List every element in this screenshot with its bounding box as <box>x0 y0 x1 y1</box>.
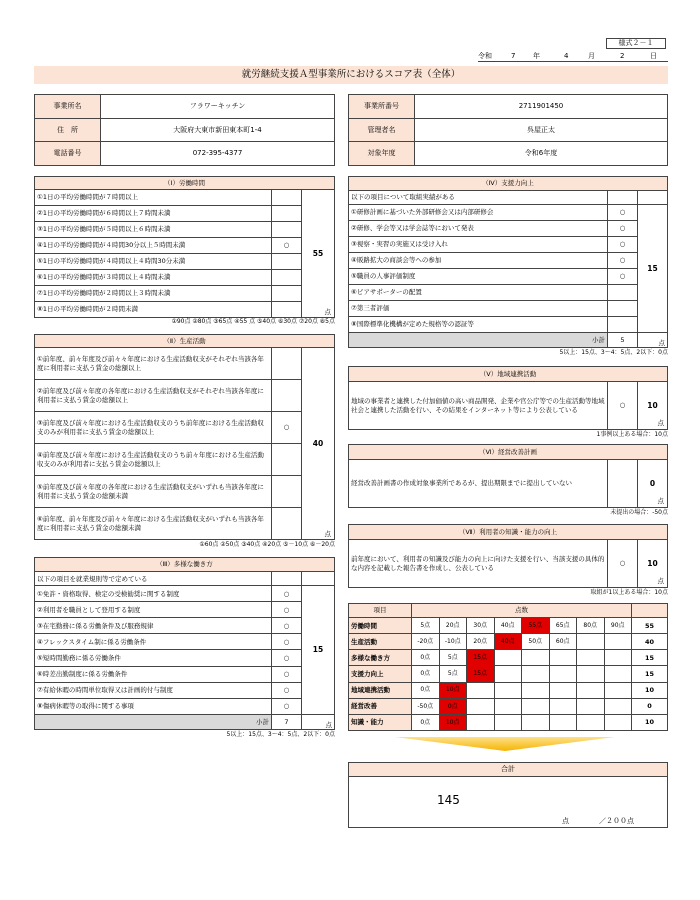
summary-row <box>349 666 668 682</box>
summary-row <box>349 714 668 730</box>
mark: ○ <box>283 241 290 250</box>
facility-info-left <box>34 94 335 166</box>
subtotal: 7 <box>271 714 301 729</box>
summary-row <box>349 618 668 634</box>
points-cell <box>577 698 605 714</box>
mark-cell <box>272 412 302 444</box>
subtotal-label: 小計 <box>35 714 272 729</box>
points-cell: 50点 <box>522 634 550 650</box>
mark-cell <box>271 254 301 270</box>
unit-label: 点 <box>657 496 664 505</box>
score: 40 <box>312 438 324 448</box>
mark: ○ <box>271 618 301 634</box>
criterion-item: ⑧国際標準化機構が定めた規格等の認証等 <box>349 317 608 333</box>
mark: ○ <box>607 221 637 237</box>
summary-row-label: 知識・能力 <box>349 714 412 730</box>
unit-label: 点 <box>637 333 667 348</box>
down-arrow-icon <box>395 737 615 751</box>
points-cell: 0点 <box>412 666 440 682</box>
mark-cell <box>271 270 301 286</box>
summary-row-total: 15 <box>632 666 668 682</box>
date-day-unit: 日 <box>650 52 657 60</box>
summary-item-header: 項目 <box>349 604 412 618</box>
points-cell: 0点 <box>412 682 440 698</box>
points-cell <box>522 666 550 682</box>
criterion-item: ⑤短時間勤務に係る労働条件 <box>35 650 272 666</box>
criterion-item: ③在宅勤務に係る労働条件及び服務規律 <box>35 618 272 634</box>
section-work-styles <box>34 557 335 730</box>
points-cell <box>549 650 577 666</box>
mark: ○ <box>271 698 301 714</box>
points-cell <box>549 714 577 730</box>
subtotal: 5 <box>607 333 637 348</box>
points-cell <box>577 666 605 682</box>
support-note: 5以上：15点、3～4：5点、2以下：0点 <box>559 349 668 356</box>
unit-label: 点 <box>324 307 331 316</box>
points-cell: 20点 <box>439 618 467 634</box>
criterion-item: ①研修計画に基づいた外部研修会又は内部研修会 <box>349 205 608 221</box>
criterion-item: ⑧傷病休暇等の取得に関する事項 <box>35 698 272 714</box>
criterion-item: ⑦第三者評価 <box>349 301 608 317</box>
points-cell <box>467 714 495 730</box>
date-year-unit: 年 <box>533 52 540 60</box>
address-label: 住 所 <box>35 118 101 142</box>
criterion-item: ⑤1日の平均労働時間が４時間以上４時間30分未満 <box>35 254 272 270</box>
mark: ○ <box>271 682 301 698</box>
section-community <box>348 366 668 430</box>
summary-row-total: 40 <box>632 634 668 650</box>
criterion-item: ④前年度及び前々年度における生産活動収支のうち前々年度における生産活動収支のみが利用者に支払う賃金の総額以上 <box>35 444 272 476</box>
mark-cell <box>271 222 301 238</box>
criterion-item: ①前年度、前々年度及び前々々年度における生産活動収支がそれぞれ当該各年度に利用者に支払う賃金の総額以上 <box>35 348 272 380</box>
points-cell: 65点 <box>549 618 577 634</box>
points-cell: 0点 <box>412 714 440 730</box>
mark: ○ <box>608 382 638 430</box>
intro: 以下の項目を就業規則等で定めている <box>35 572 272 586</box>
mark-cell <box>271 286 301 302</box>
points-cell <box>467 682 495 698</box>
points-cell <box>604 634 632 650</box>
points-cell <box>494 682 522 698</box>
points-cell <box>549 666 577 682</box>
description: 地域の事業者と連携した付加価値の高い商品開発、企業や官公庁等での生産活動等地域社会と連携した活動を行い、その結果をインターネット等により公表している <box>349 382 608 430</box>
summary-row-label: 支援力向上 <box>349 666 412 682</box>
manager-label: 管理者名 <box>349 118 415 142</box>
points-cell <box>522 650 550 666</box>
points-cell <box>604 714 632 730</box>
mark: ○ <box>271 602 301 618</box>
unit-label: 点 <box>657 418 664 427</box>
points-cell: 15点 <box>467 650 495 666</box>
criterion-item: ④販路拡大の商談会等への参加 <box>349 253 608 269</box>
points-cell <box>604 650 632 666</box>
form-number: 様式２－１ <box>606 38 666 49</box>
points-cell: -10点 <box>439 634 467 650</box>
section-title: （Ⅲ）多様な働き方 <box>35 558 335 572</box>
summary-row-label: 地域連携活動 <box>349 682 412 698</box>
mark: ○ <box>607 253 637 269</box>
management-note: 未提出の場合：-50点 <box>610 509 668 516</box>
points-cell: 5点 <box>439 666 467 682</box>
points-cell <box>494 698 522 714</box>
summary-row <box>349 682 668 698</box>
summary-row <box>349 650 668 666</box>
criterion-item: ①1日の平均労働時間が７時間以上 <box>35 190 272 206</box>
total-box <box>348 762 668 828</box>
points-cell: 90点 <box>604 618 632 634</box>
mark: ○ <box>271 634 301 650</box>
criterion-item: ②研修、学会等又は学会誌等において発表 <box>349 221 608 237</box>
score: 10 <box>647 400 658 410</box>
mark: ○ <box>271 586 301 602</box>
section-title: （Ⅰ）労働時間 <box>35 177 335 190</box>
intro: 以下の項目について取組実績がある <box>349 191 608 205</box>
mark: ○ <box>607 237 637 253</box>
facility-name-label: 事業所名 <box>35 95 101 119</box>
criterion-item: ⑤職員の人事評価制度 <box>349 269 608 285</box>
points-cell <box>577 714 605 730</box>
summary-row <box>349 634 668 650</box>
criterion-item: ③1日の平均労働時間が５時間以上６時間未満 <box>35 222 272 238</box>
unit-label: 点 <box>324 529 331 538</box>
criterion-item: ①免許・資格取得、検定の受検勧奨に関する制度 <box>35 586 272 602</box>
criterion-item: ⑥ピアサポーターの配置 <box>349 285 608 301</box>
points-cell: 40点 <box>494 634 522 650</box>
mark: ○ <box>607 540 637 588</box>
criterion-item: ②利用者を職員として登用する制度 <box>35 602 272 618</box>
summary-row-label: 生産活動 <box>349 634 412 650</box>
mark: ○ <box>271 666 301 682</box>
mark-cell <box>272 380 302 412</box>
manager: 呉屋正太 <box>415 118 668 142</box>
mark-cell <box>272 444 302 476</box>
description: 経営改善計画書の作成対象事業所であるが、提出期限までに提出していない <box>349 460 608 508</box>
date-month: 4 <box>564 52 569 60</box>
criterion-item: ⑦1日の平均労働時間が２時間以上３時間未満 <box>35 286 272 302</box>
points-cell <box>522 698 550 714</box>
mark-cell <box>271 190 301 206</box>
mark-cell <box>271 206 301 222</box>
page-title: 就労継続支援Ａ型事業所におけるスコア表（全体） <box>34 66 668 84</box>
date-era: 令和 <box>478 52 492 60</box>
total-max: ／２００点 <box>599 817 634 825</box>
target-year: 令和6年度 <box>415 142 668 166</box>
section-production <box>34 334 335 540</box>
mark-cell <box>271 238 301 254</box>
points-cell <box>522 714 550 730</box>
points-cell: 15点 <box>467 666 495 682</box>
mark: ○ <box>607 205 637 221</box>
target-year-label: 対象年度 <box>349 142 415 166</box>
mark <box>607 301 637 317</box>
criterion-item: ③前年度及び前々年度における生産活動収支のうち前年度における生産活動収支のみが利用者に支払う賃金の総額以上 <box>35 412 272 444</box>
unit-label: 点 <box>657 576 664 585</box>
mark: ○ <box>283 423 290 432</box>
section-knowledge <box>348 524 668 588</box>
score: 15 <box>301 586 334 715</box>
summary-row-total: 0 <box>632 698 668 714</box>
facility-number-label: 事業所番号 <box>349 95 415 119</box>
section-title: （Ⅵ）経営改善計画 <box>349 445 668 460</box>
points-cell: 5点 <box>439 650 467 666</box>
points-cell <box>494 714 522 730</box>
knowledge-note: 取組が1以上ある場合：10点 <box>590 589 668 596</box>
points-cell <box>494 650 522 666</box>
description: 前年度において、利用者の知識及び能力の向上に向けた支援を行い、当該支援の具体的な内容を記載した報告書を作成し、公表している <box>349 540 608 588</box>
summary-table <box>348 603 668 731</box>
total-unit: 点 <box>562 817 569 825</box>
mark: ○ <box>271 650 301 666</box>
unit-label: 点 <box>301 714 334 729</box>
summary-row-total: 15 <box>632 650 668 666</box>
points-cell: -20点 <box>412 634 440 650</box>
summary-row-label: 労働時間 <box>349 618 412 634</box>
points-cell <box>494 666 522 682</box>
points-cell: 55点 <box>522 618 550 634</box>
community-note: 1事例以上ある場合：10点 <box>596 431 668 438</box>
points-cell <box>522 682 550 698</box>
section-title: （Ⅶ）利用者の知識・能力の向上 <box>349 525 668 540</box>
points-cell <box>604 666 632 682</box>
mark <box>608 460 638 508</box>
section-title: （Ⅴ）地域連携活動 <box>349 367 668 382</box>
section-title: （Ⅳ）支援力向上 <box>349 177 668 191</box>
section-management <box>348 444 668 508</box>
mark-cell <box>272 348 302 380</box>
section-support <box>348 176 668 348</box>
address: 大阪府大東市新田東本町1-4 <box>101 118 335 142</box>
phone-label: 電話番号 <box>35 142 101 166</box>
points-cell <box>604 682 632 698</box>
work-styles-note: 5以上：15点、3～4：5点、2以下：0点 <box>226 731 335 738</box>
points-cell <box>467 698 495 714</box>
points-cell: -50点 <box>412 698 440 714</box>
points-cell <box>549 698 577 714</box>
criterion-item: ⑦有給休暇の時間単位取得又は計画的付与制度 <box>35 682 272 698</box>
points-cell <box>577 650 605 666</box>
points-cell: 0点 <box>439 698 467 714</box>
score: 0 <box>649 478 656 488</box>
criterion-item: ⑥時差出勤制度に係る労働条件 <box>35 666 272 682</box>
points-cell: 40点 <box>494 618 522 634</box>
points-cell: 20点 <box>467 634 495 650</box>
section-working-hours <box>34 176 335 318</box>
total-value: 145 <box>437 793 460 807</box>
mark-cell <box>272 508 302 540</box>
mark-cell <box>272 476 302 508</box>
score: 15 <box>637 205 667 333</box>
points-cell <box>577 682 605 698</box>
production-note: ①60点 ②50点 ③40点 ④20点 ⑤－10点 ⑥－20点 <box>199 541 335 548</box>
working-hours-note: ①90点 ②80点 ③65点 ④55 点 ⑤40点 ⑥30点 ⑦20点 ⑧5点 <box>171 318 335 325</box>
mark: ○ <box>607 269 637 285</box>
criterion-item: ③視察・実習の実施又は受け入れ <box>349 237 608 253</box>
phone: 072-395-4377 <box>101 142 335 166</box>
points-cell: 60点 <box>549 634 577 650</box>
points-cell <box>549 682 577 698</box>
date-underline <box>478 61 668 62</box>
criterion-item: ④フレックスタイム制に係る労働条件 <box>35 634 272 650</box>
summary-points-header: 点数 <box>412 604 632 618</box>
date-month-unit: 月 <box>588 52 595 60</box>
points-cell <box>604 698 632 714</box>
points-cell: 5点 <box>412 618 440 634</box>
criterion-item: ④1日の平均労働時間が４時間30分以上５時間未満 <box>35 238 272 254</box>
criterion-item: ②前年度及び前々年度の各年度における生産活動収支がそれぞれ当該各年度に利用者に支払う賃金の総額以上 <box>35 380 272 412</box>
mark-cell <box>271 302 301 318</box>
criterion-item: ⑥1日の平均労働時間が３時間以上４時間未満 <box>35 270 272 286</box>
mark <box>607 285 637 301</box>
date-day: 2 <box>620 52 625 60</box>
summary-row-label: 経営改善 <box>349 698 412 714</box>
points-cell: 10点 <box>439 714 467 730</box>
criterion-item: ⑥前年度、前々年度及び前々々年度における生産活動収支がいずれも当該各年度に利用者に支払う賃金の総額未満 <box>35 508 272 540</box>
points-cell: 80点 <box>577 618 605 634</box>
summary-row-total: 10 <box>632 682 668 698</box>
points-cell: 0点 <box>412 650 440 666</box>
summary-row-total: 55 <box>632 618 668 634</box>
summary-row-label: 多様な働き方 <box>349 650 412 666</box>
criterion-item: ②1日の平均労働時間が６時間以上７時間未満 <box>35 206 272 222</box>
facility-name: フラワーキッチン <box>101 95 335 119</box>
criterion-item: ⑤前年度及び前々年度の各年度における生産活動収支がいずれも当該各年度に利用者に支払う賃金の総額未満 <box>35 476 272 508</box>
facility-number: 2711901450 <box>415 95 668 119</box>
points-cell: 30点 <box>467 618 495 634</box>
total-label: 合計 <box>349 763 667 777</box>
section-title: （Ⅱ）生産活動 <box>35 335 335 348</box>
subtotal-label: 小計 <box>349 333 608 348</box>
summary-row-total: 10 <box>632 714 668 730</box>
points-cell: 10点 <box>439 682 467 698</box>
mark <box>607 317 637 333</box>
criterion-item: ⑧1日の平均労働時間が２時間未満 <box>35 302 272 318</box>
score: 55 <box>312 248 324 258</box>
date-year: 7 <box>511 52 516 60</box>
score: 10 <box>647 558 658 568</box>
summary-row <box>349 698 668 714</box>
points-cell <box>577 634 605 650</box>
facility-info-right <box>348 94 668 166</box>
